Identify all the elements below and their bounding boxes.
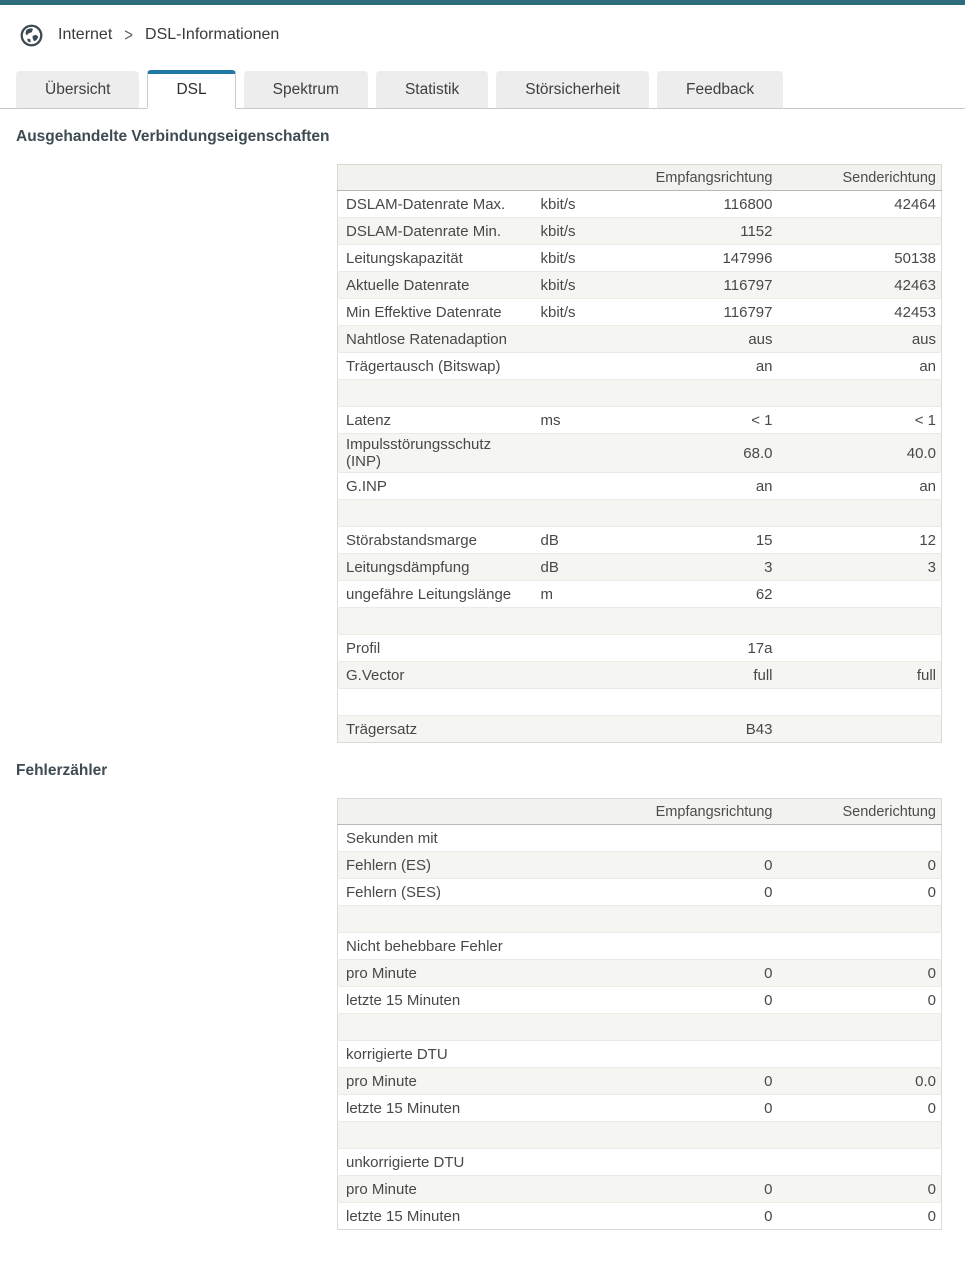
table-row	[338, 852, 942, 879]
row-label: unkorrigierte DTU	[338, 1149, 533, 1176]
row-unit	[533, 852, 643, 879]
row-tx-value: 0	[778, 1176, 942, 1203]
table-row	[338, 272, 942, 299]
row-unit	[533, 434, 643, 473]
row-tx-value	[778, 933, 942, 960]
table-row	[338, 554, 942, 581]
header-empty-unit	[533, 799, 643, 825]
error-counters-table-mount	[0, 798, 965, 1230]
table-row	[338, 1041, 942, 1068]
row-unit	[533, 933, 643, 960]
row-tx-value: 50138	[778, 245, 942, 272]
row-tx-value: 0	[778, 1203, 942, 1230]
spacer-cell	[338, 380, 942, 407]
header-tx: Senderichtung	[778, 165, 942, 191]
breadcrumb-section[interactable]: Internet	[58, 26, 113, 43]
section-title-error-counters: Fehlerzähler	[16, 762, 108, 779]
row-label: DSLAM-Datenrate Min.	[338, 218, 533, 245]
row-label: Nicht behebbare Fehler	[338, 933, 533, 960]
row-unit	[533, 825, 643, 852]
header-empty-label	[338, 799, 533, 825]
table-row	[338, 960, 942, 987]
row-unit: dB	[533, 527, 643, 554]
row-rx-value: an	[643, 473, 778, 500]
header-tx: Senderichtung	[778, 799, 942, 825]
table-row	[338, 527, 942, 554]
table-spacer-row	[338, 380, 942, 407]
row-tx-value	[778, 635, 942, 662]
row-tx-value	[778, 218, 942, 245]
row-label: letzte 15 Minuten	[338, 1203, 533, 1230]
globe-icon	[20, 24, 43, 47]
row-unit: kbit/s	[533, 299, 643, 326]
row-label: Profil	[338, 635, 533, 662]
table-spacer-row	[338, 689, 942, 716]
row-rx-value: 68.0	[643, 434, 778, 473]
tab-statistik[interactable]: Statistik	[376, 71, 488, 109]
row-tx-value: 42463	[778, 272, 942, 299]
row-label: pro Minute	[338, 1068, 533, 1095]
row-tx-value	[778, 825, 942, 852]
table-spacer-row	[338, 1122, 942, 1149]
row-rx-value	[643, 933, 778, 960]
row-label: pro Minute	[338, 1176, 533, 1203]
row-tx-value: 0	[778, 960, 942, 987]
row-unit	[533, 1176, 643, 1203]
row-unit	[533, 353, 643, 380]
header-empty-unit	[533, 165, 643, 191]
row-tx-value: 0	[778, 1095, 942, 1122]
row-unit	[533, 960, 643, 987]
table-row	[338, 581, 942, 608]
row-rx-value: B43	[643, 716, 778, 743]
row-unit	[533, 662, 643, 689]
breadcrumb-separator-icon: >	[124, 24, 134, 46]
row-label: Leitungsdämpfung	[338, 554, 533, 581]
table-row	[338, 1095, 942, 1122]
row-unit	[533, 1203, 643, 1230]
row-tx-value: 0.0	[778, 1068, 942, 1095]
row-rx-value: 0	[643, 960, 778, 987]
row-tx-value: an	[778, 353, 942, 380]
table-row	[338, 635, 942, 662]
row-rx-value: 116797	[643, 299, 778, 326]
row-unit	[533, 716, 643, 743]
row-tx-value: an	[778, 473, 942, 500]
row-unit	[533, 326, 643, 353]
section-title-connection-properties: Ausgehandelte Verbindungseigenschaften	[16, 128, 330, 145]
row-unit	[533, 987, 643, 1014]
row-rx-value: an	[643, 353, 778, 380]
table-row	[338, 191, 942, 218]
header-rx: Empfangsrichtung	[643, 799, 778, 825]
row-unit	[533, 1095, 643, 1122]
row-unit	[533, 635, 643, 662]
row-unit: kbit/s	[533, 245, 643, 272]
row-rx-value	[643, 1149, 778, 1176]
info-table	[337, 164, 942, 743]
row-rx-value	[643, 1041, 778, 1068]
table-row	[338, 933, 942, 960]
row-label: letzte 15 Minuten	[338, 1095, 533, 1122]
row-label: Nahtlose Ratenadaption	[338, 326, 533, 353]
row-unit: ms	[533, 407, 643, 434]
row-tx-value	[778, 716, 942, 743]
row-tx-value: 0	[778, 852, 942, 879]
table-row	[338, 1176, 942, 1203]
row-unit	[533, 879, 643, 906]
row-label: pro Minute	[338, 960, 533, 987]
row-rx-value: 0	[643, 1095, 778, 1122]
tab-feedback[interactable]: Feedback	[657, 71, 783, 109]
table-row	[338, 987, 942, 1014]
row-tx-value: 42453	[778, 299, 942, 326]
spacer-cell	[338, 689, 942, 716]
row-unit: kbit/s	[533, 272, 643, 299]
table-row	[338, 353, 942, 380]
table-row	[338, 1149, 942, 1176]
row-label: letzte 15 Minuten	[338, 987, 533, 1014]
row-tx-value: 0	[778, 987, 942, 1014]
row-tx-value: 42464	[894, 195, 936, 213]
row-rx-value: 0	[643, 1203, 778, 1230]
row-unit	[533, 1041, 643, 1068]
section-connection-properties	[0, 128, 965, 743]
row-unit: kbit/s	[540, 195, 576, 213]
row-label: Aktuelle Datenrate	[338, 272, 533, 299]
row-tx-value	[778, 1041, 942, 1068]
table-row	[338, 326, 942, 353]
table-row	[338, 1068, 942, 1095]
table-row	[338, 245, 942, 272]
row-label: Störabstandsmarge	[338, 527, 533, 554]
row-label: Impulsstörungsschutz (INP)	[338, 434, 533, 473]
row-tx-value	[778, 1149, 942, 1176]
row-label: Latenz	[338, 407, 533, 434]
row-label: korrigierte DTU	[338, 1041, 533, 1068]
spacer-cell	[338, 608, 942, 635]
info-table	[337, 798, 942, 1230]
header-rx: Empfangsrichtung	[643, 165, 778, 191]
table-row	[338, 407, 942, 434]
table-header-row	[338, 165, 942, 191]
row-tx-value: 3	[778, 554, 942, 581]
row-label: Trägertausch (Bitswap)	[338, 353, 533, 380]
row-label: Trägersatz	[338, 716, 533, 743]
row-tx-value: 40.0	[778, 434, 942, 473]
table-header-row	[338, 799, 942, 825]
row-unit: kbit/s	[533, 218, 643, 245]
table-row	[338, 299, 942, 326]
row-rx-value: 15	[643, 527, 778, 554]
row-tx-value: 12	[778, 527, 942, 554]
row-label: G.INP	[338, 473, 533, 500]
row-label: Fehlern (ES)	[338, 852, 533, 879]
spacer-cell	[338, 500, 942, 527]
table-row	[338, 716, 942, 743]
row-tx-value: aus	[778, 326, 942, 353]
row-rx-value: 0	[643, 987, 778, 1014]
breadcrumb	[0, 5, 965, 49]
table-row	[338, 473, 942, 500]
tab-uebersicht[interactable]: Übersicht	[16, 71, 139, 109]
row-unit	[533, 473, 643, 500]
row-tx-value: 0	[778, 879, 942, 906]
row-rx-value	[643, 825, 778, 852]
row-rx-value: 0	[643, 852, 778, 879]
row-label: Sekunden mit	[346, 829, 438, 847]
tab-spektrum[interactable]: Spektrum	[244, 71, 368, 109]
row-rx-value: < 1	[643, 407, 778, 434]
tab-bar	[0, 70, 965, 109]
table-spacer-row	[338, 500, 942, 527]
row-rx-value: 116800	[723, 195, 773, 213]
row-rx-value: aus	[643, 326, 778, 353]
row-rx-value: 3	[643, 554, 778, 581]
row-label: DSLAM-Datenrate Max.	[346, 195, 506, 213]
connection-properties-table-mount	[0, 164, 965, 743]
row-unit: m	[533, 581, 643, 608]
row-label: Leitungskapazität	[338, 245, 533, 272]
row-unit: dB	[533, 554, 643, 581]
table-row	[338, 218, 942, 245]
row-tx-value	[778, 581, 942, 608]
row-unit	[533, 1149, 643, 1176]
breadcrumb-page: DSL-Informationen	[145, 26, 280, 43]
row-rx-value: 0	[643, 879, 778, 906]
row-rx-value: 116797	[643, 272, 778, 299]
row-tx-value: < 1	[778, 407, 942, 434]
row-rx-value: 147996	[643, 245, 778, 272]
row-rx-value: 0	[643, 1068, 778, 1095]
table-row	[338, 434, 942, 473]
table-spacer-row	[338, 608, 942, 635]
header-empty-label	[338, 165, 533, 191]
tab-dsl[interactable]: DSL	[147, 70, 235, 109]
row-rx-value: 1152	[643, 218, 778, 245]
row-label: G.Vector	[338, 662, 533, 689]
row-label: Fehlern (SES)	[338, 879, 533, 906]
spacer-cell	[338, 1122, 942, 1149]
table-spacer-row	[338, 1014, 942, 1041]
tab-stoersicherheit[interactable]: Störsicherheit	[496, 71, 649, 109]
table-spacer-row	[338, 906, 942, 933]
row-rx-value: 0	[643, 1176, 778, 1203]
row-unit	[533, 1068, 643, 1095]
table-row	[338, 662, 942, 689]
spacer-cell	[338, 1014, 942, 1041]
spacer-cell	[338, 906, 942, 933]
table-row	[338, 879, 942, 906]
row-rx-value: 17a	[643, 635, 778, 662]
section-error-counters	[0, 762, 965, 1230]
row-label: Min Effektive Datenrate	[338, 299, 533, 326]
row-tx-value: full	[778, 662, 942, 689]
table-row	[338, 1203, 942, 1230]
row-rx-value: 62	[643, 581, 778, 608]
row-label: ungefähre Leitungslänge	[338, 581, 533, 608]
row-rx-value: full	[643, 662, 778, 689]
table-row	[338, 825, 942, 852]
